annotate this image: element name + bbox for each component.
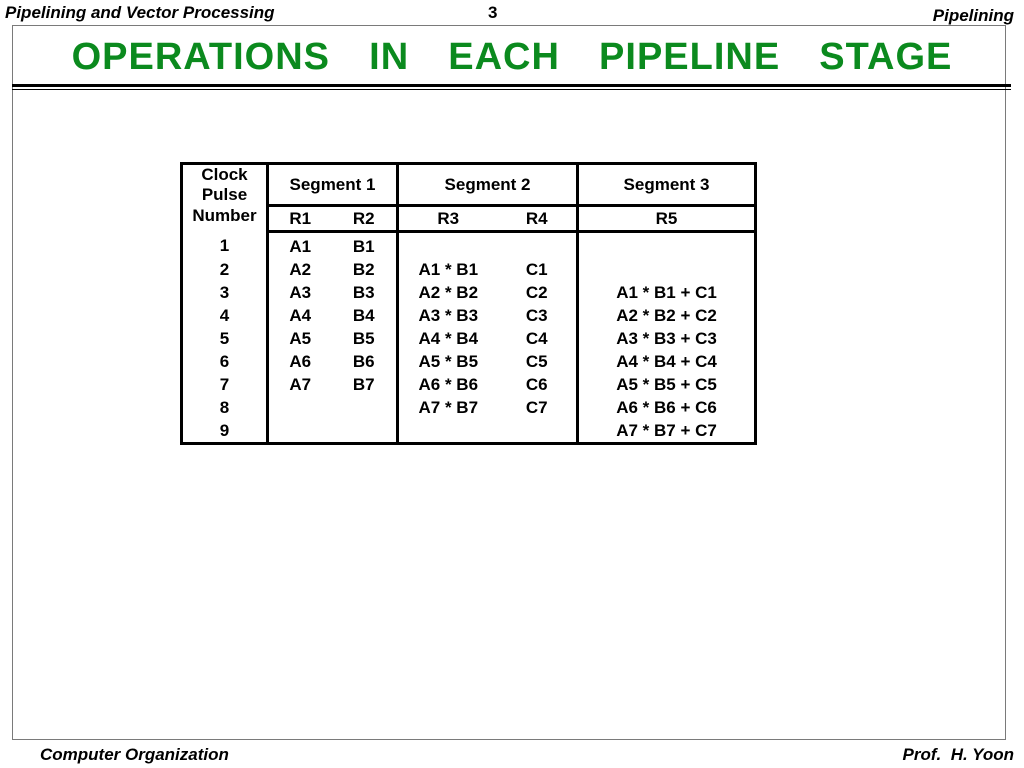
r5-cell: A6 * B6 + C6	[578, 396, 756, 419]
footer-course-name: Computer Organization	[40, 745, 229, 764]
r3-cell: A6 * B6	[398, 373, 498, 396]
table-row	[182, 350, 756, 373]
header-page-number: 3	[488, 3, 498, 22]
slide-title: OPERATIONS IN EACH PIPELINE STAGE	[71, 36, 953, 78]
register-r3-header: R3	[398, 206, 498, 232]
r1-cell: A7	[268, 373, 332, 396]
table-row	[182, 373, 756, 396]
register-r4-header: R4	[498, 206, 578, 232]
r5-cell	[578, 258, 756, 281]
clock-header-line: Number	[192, 206, 257, 225]
clock-cell: 2	[219, 260, 230, 279]
r2-cell	[332, 419, 398, 444]
r4-cell: C6	[525, 375, 548, 394]
r1-cell	[268, 396, 332, 419]
clock-cell: 7	[219, 375, 230, 394]
footer-instructor: Prof. H. Yoon	[902, 745, 1014, 764]
clock-header-line: Pulse	[201, 185, 248, 204]
r2-cell: B5	[352, 329, 375, 348]
clock-cell: 4	[219, 306, 230, 325]
header-course-title: Pipelining and Vector Processing	[5, 3, 275, 22]
r1-cell: A6	[268, 350, 332, 373]
r2-cell: B2	[352, 260, 375, 279]
r1-cell: A5	[268, 327, 332, 350]
r5-cell	[578, 232, 756, 259]
segment-2-header: Segment 2	[398, 164, 578, 206]
r1-cell	[268, 419, 332, 444]
r4-cell: C1	[525, 260, 548, 279]
r3-cell: A5 * B5	[398, 350, 498, 373]
r5-cell: A2 * B2 + C2	[578, 304, 756, 327]
clock-cell: 6	[219, 352, 230, 371]
r5-cell: A1 * B1 + C1	[578, 281, 756, 304]
r4-cell	[498, 232, 578, 259]
register-r2-header: R2	[332, 206, 398, 232]
clock-cell: 5	[219, 329, 230, 348]
r5-cell: A5 * B5 + C5	[578, 373, 756, 396]
table-header-row	[182, 164, 756, 206]
r3-cell	[398, 232, 498, 259]
r4-cell: C7	[525, 398, 548, 417]
r3-cell	[398, 419, 498, 444]
table-row	[182, 304, 756, 327]
r2-cell: B1	[352, 237, 375, 256]
table-body	[182, 164, 756, 232]
r1-cell: A2	[268, 258, 332, 281]
table-data-rows	[182, 232, 756, 444]
clock-cell: 1	[219, 235, 230, 255]
table-row	[182, 258, 756, 281]
r2-cell	[332, 396, 398, 419]
segment-3-header: Segment 3	[578, 164, 756, 206]
r4-cell	[498, 419, 578, 444]
register-r5-header: R5	[578, 206, 756, 232]
r5-cell: A7 * B7 + C7	[578, 419, 756, 444]
r4-cell: C5	[525, 352, 548, 371]
clock-pulse-header	[182, 164, 268, 232]
r3-cell: A4 * B4	[398, 327, 498, 350]
segment-1-header: Segment 1	[268, 164, 398, 206]
table-row	[182, 232, 756, 259]
r1-cell: A4	[268, 304, 332, 327]
table-row	[182, 327, 756, 350]
pipeline-stage-table	[180, 162, 757, 445]
r4-cell: C4	[525, 329, 548, 348]
r1-cell: A3	[268, 281, 332, 304]
clock-header-line: Clock	[201, 165, 248, 184]
r4-cell: C3	[525, 306, 548, 325]
r3-cell: A1 * B1	[398, 258, 498, 281]
r3-cell: A3 * B3	[398, 304, 498, 327]
r1-cell: A1	[268, 232, 332, 259]
table-row	[182, 419, 756, 444]
r2-cell: B3	[352, 283, 375, 302]
title-rule-thin	[12, 89, 1011, 90]
r5-cell: A4 * B4 + C4	[578, 350, 756, 373]
title-rule-thick	[12, 84, 1011, 87]
table-row	[182, 281, 756, 304]
r2-cell: B7	[352, 375, 375, 394]
r3-cell: A7 * B7	[398, 396, 498, 419]
clock-cell: 9	[219, 421, 230, 440]
r2-cell: B4	[352, 306, 375, 325]
header-topic: Pipelining	[932, 6, 1014, 25]
r3-cell: A2 * B2	[398, 281, 498, 304]
r5-cell: A3 * B3 + C3	[578, 327, 756, 350]
register-header-row	[182, 206, 756, 232]
table-row	[182, 396, 756, 419]
register-r1-header: R1	[268, 206, 332, 232]
clock-cell: 3	[219, 283, 230, 302]
clock-cell: 8	[219, 398, 230, 417]
r4-cell: C2	[525, 283, 548, 302]
r2-cell: B6	[352, 352, 375, 371]
